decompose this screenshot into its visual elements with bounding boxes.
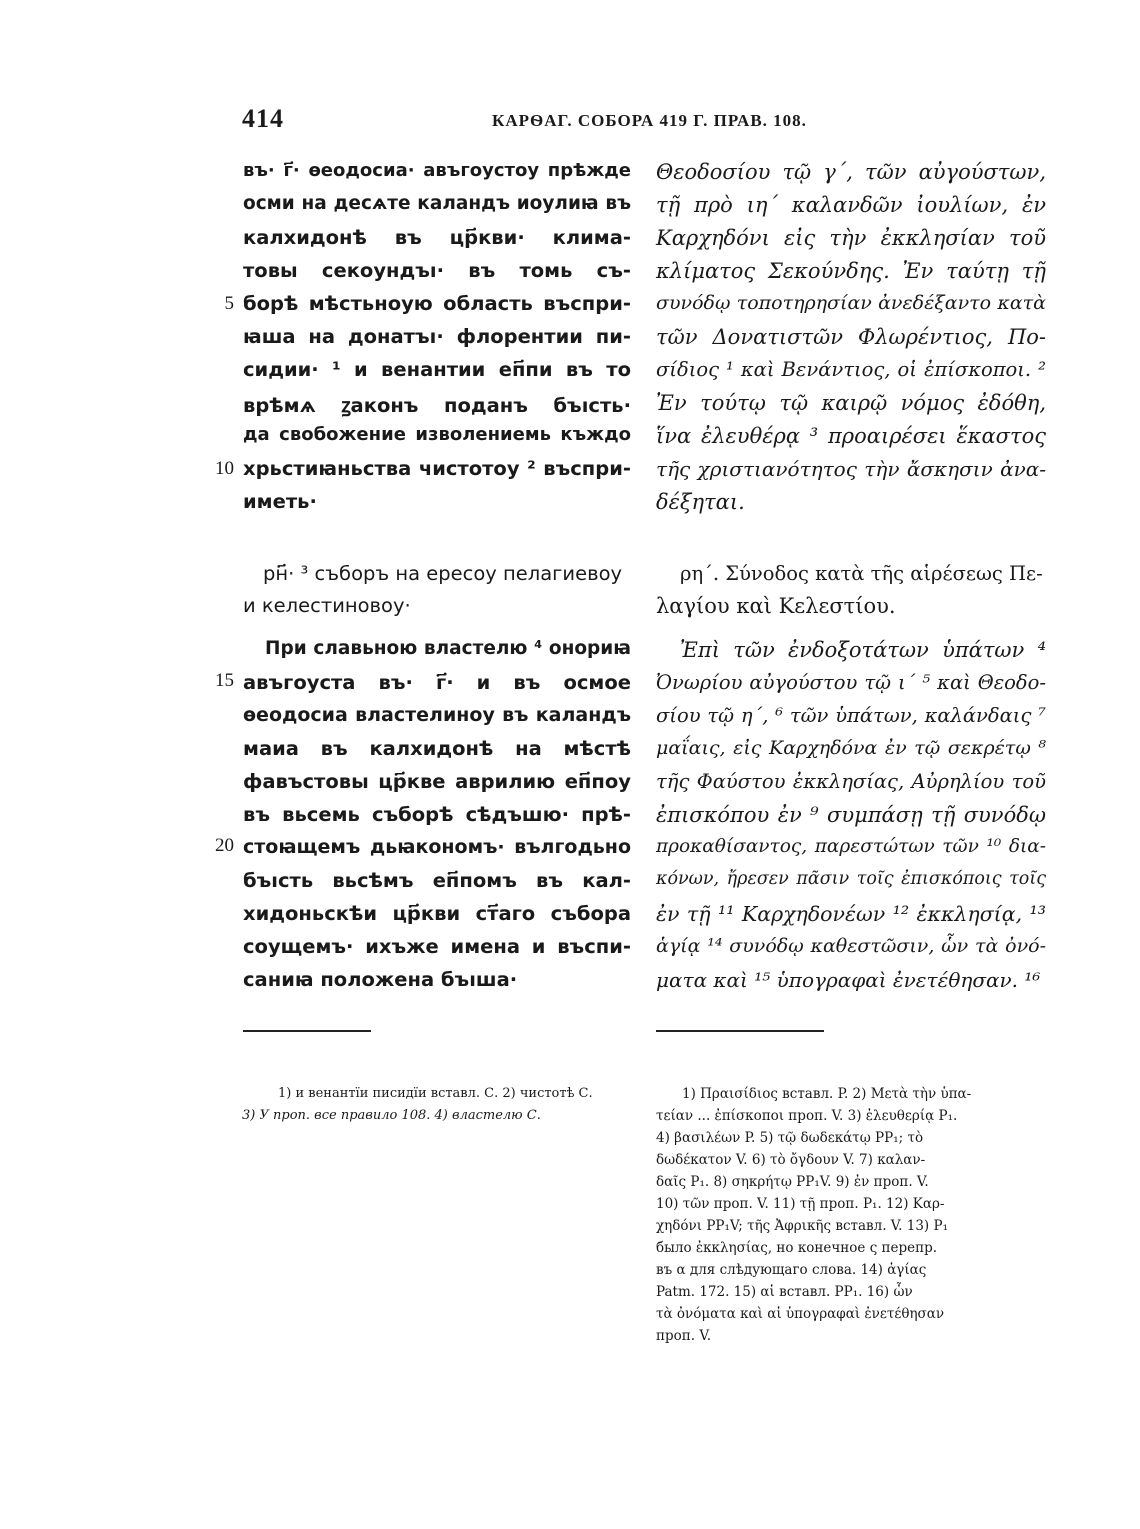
- text-line: ἐπισκόπου ἐν ⁹ συμπάσῃ τῇ συνόδῳ: [656, 803, 1046, 827]
- footnote-line: Patm. 172. 15) αἱ вставл. PP₁. 16) ὧν: [656, 1284, 913, 1300]
- title-line: и келестиновоу·: [243, 594, 411, 617]
- text-line: сидии· ¹ и венантии еп҃пи въ то: [243, 358, 631, 381]
- text-line: σίου τῷ η΄, ⁶ τῶν ὑπάτων, καλάνδαις ⁷: [656, 704, 1046, 727]
- left-column: [243, 150, 631, 990]
- text-line: μαΐαις, εἰς Καρχηδόνα ἐν τῷ σεκρέτῳ ⁸: [656, 737, 1046, 759]
- footnote-line: было ἐκκλησίας, но конечное ς перепр.: [656, 1240, 938, 1256]
- right-column: [656, 150, 1046, 990]
- footnote-line: δαῖς P₁. 8) σηκρήτῳ PP₁V. 9) ἐν проп. V.: [656, 1174, 929, 1190]
- text-line: Καρχηδόνι εἰς τὴν ἐκκλησίαν τοῦ: [656, 226, 1046, 250]
- page-number: 414: [242, 104, 284, 133]
- running-title: КАРѲАГ. СОБОРА 419 Г. ПРАВ. 108.: [492, 111, 807, 130]
- text-line: ἁγίᾳ ¹⁴ συνόδῳ καθεστῶσιν, ὧν τὰ ὀνό-: [656, 935, 1046, 957]
- text-line: маиа въ калхидонѣ на мѣстѣ: [243, 737, 631, 760]
- footnote-line: въ α для слѣдующаго слова. 14) ἁγίας: [656, 1262, 927, 1278]
- footnote-line: τείαν ... ἐπίσκοποι проп. V. 3) ἐλευθερίᾳ P₁.: [656, 1108, 958, 1124]
- text-line: κόνων, ἤρεσεν πᾶσιν τοῖς ἐπισκόποις τοῖς: [656, 869, 1046, 889]
- text-line: товы секоундъı· въ томь съ-: [243, 259, 631, 282]
- text-line: соущемъ· ихъже имена и въспи-: [243, 935, 631, 958]
- text-line: Ἐπὶ τῶν ἐνδοξοτάτων ὑπάτων ⁴: [680, 638, 1046, 662]
- line-number: 15: [215, 670, 234, 691]
- footnote-rule-right: [656, 1030, 824, 1032]
- text-line: ꙗша на донатъı· флорентии пи-: [243, 325, 631, 348]
- text-line: саниꙗ положена бъıша·: [243, 968, 518, 991]
- text-line: τῆς χριστιανότητος τὴν ἄσκησιν ἀνα-: [656, 457, 1046, 481]
- text-line: въ· г҃· ѳеодосиа· авъгоустоу прѣжде: [243, 160, 631, 181]
- footnote-line: 10) τῶν проп. V. 11) τῇ проп. P₁. 12) Καρ-: [656, 1196, 945, 1212]
- line-number: 20: [215, 835, 234, 856]
- text-line: ἐν τῇ ¹¹ Καρχηδονέων ¹² ἐκκλησίᾳ, ¹³: [656, 902, 1046, 926]
- line-number: 5: [224, 293, 234, 314]
- footnote-line: 3) У проп. все правило 108. 4) властелю С.: [242, 1108, 541, 1123]
- footnote-line: χηδόνι PP₁V; τῆς Ἀφρικῆς вставл. V. 13) P₁: [656, 1218, 948, 1234]
- text-line: σίδιος ¹ καὶ Βενάντιος, οἱ ἐπίσκοποι. ²: [656, 358, 1046, 381]
- text-line: κλίματος Σεκούνδης. Ἐν ταύτῃ τῇ: [656, 259, 1046, 283]
- text-line: ѳеодосиа властелиноу въ каландъ: [243, 704, 631, 726]
- text-line: Ἐν τούτῳ τῷ καιρῷ νόμος ἐδόθη,: [656, 391, 1046, 415]
- text-line: фавъстовы цр҃кве аврилию еп҃поу: [243, 770, 631, 793]
- text-line: δέξηται.: [656, 490, 745, 514]
- text-line: Θεοδοσίου τῷ γ΄, τῶν αὐγούστων,: [656, 160, 1046, 184]
- title-line: рн҃· ³ съборъ на ересоу пелагиевоу: [263, 562, 623, 585]
- text-line: τῶν Δονατιστῶν Φλωρέντιος, Πο-: [656, 325, 1046, 349]
- title-line: ρη΄. Σύνοδος κατὰ τῆς αἱρέσεως Πε-: [680, 562, 1043, 585]
- footnote-line: 1) Πραισίδιος вставл. P. 2) Μετὰ τὴν ὑπα-: [682, 1086, 972, 1102]
- text-line: При славьною властелю ⁴ онориꙗ: [265, 638, 631, 659]
- text-line: иметь·: [243, 490, 317, 513]
- footnote-line: δωδέκατον V. 6) τὸ ὄγδουν V. 7) καλαν-: [656, 1152, 926, 1168]
- text-line: хидоньскѣи цр҃кви ст҃аго събора: [243, 902, 631, 925]
- text-line: калхидонѣ въ цр҃кви· клима-: [243, 226, 631, 249]
- text-line: хрьстиꙗньства чистотоу ² въспри-: [243, 457, 631, 480]
- text-line: συνόδῳ τοποτηρησίαν ἀνεδέξαντο κατὰ: [656, 292, 1046, 314]
- text-line: въ вьсемь съборѣ сѣдъшю· прѣ-: [243, 803, 631, 826]
- footnote-line: 4) βασιλέων P. 5) τῷ δωδεκάτῳ PP₁; τὸ: [656, 1130, 924, 1146]
- text-line: стоꙗщемъ дьꙗкономъ· вългодьно: [243, 836, 631, 858]
- line-number: 10: [215, 458, 234, 479]
- footnote-line: 1) и венантїи писидїи вставл. С. 2) чистотѣ С.: [278, 1086, 593, 1101]
- text-line: осми на десѧте каландъ иоулиꙗ въ: [243, 193, 631, 214]
- title-line: λαγίου καὶ Κελεστίου.: [656, 594, 896, 618]
- text-line: τῇ πρὸ ιη΄ καλανδῶν ἰουλίων, ἐν: [656, 193, 1046, 217]
- text-line: ἵνα ἐλευθέρᾳ ³ προαιρέσει ἕκαστος: [656, 424, 1046, 448]
- text-line: Ὀνωρίου αὐγούστου τῷ ι΄ ⁵ καὶ Θεοδο-: [656, 671, 1046, 694]
- text-line: τῆς Φαύστου ἐκκλησίας, Αὐρηλίου τοῦ: [656, 770, 1046, 793]
- footnote-rule-left: [243, 1030, 371, 1032]
- footnote-line: проп. V.: [656, 1328, 712, 1344]
- text-line: προκαθίσαντος, παρεστώτων τῶν ¹⁰ δια-: [656, 836, 1046, 857]
- text-line: ματα καὶ ¹⁵ ὑπογραφαὶ ἐνετέθησαν. ¹⁶: [656, 968, 1041, 992]
- text-line: борѣ мѣстьноую область въспри-: [243, 292, 631, 315]
- footnote-line: τὰ ὀνόματα καὶ αἱ ὑπογραφαὶ ἐνετέθησαν: [656, 1306, 945, 1322]
- text-line: врѣмѧ ꙁаконъ поданъ бъıсть·: [243, 394, 631, 417]
- text-line: авъгоуста въ· г҃· и въ осмое: [243, 671, 631, 694]
- text-line: да свобожение изволениемь къждо: [243, 424, 631, 445]
- text-line: бъıсть вьсѣмъ еп҃помъ въ кал-: [243, 869, 631, 892]
